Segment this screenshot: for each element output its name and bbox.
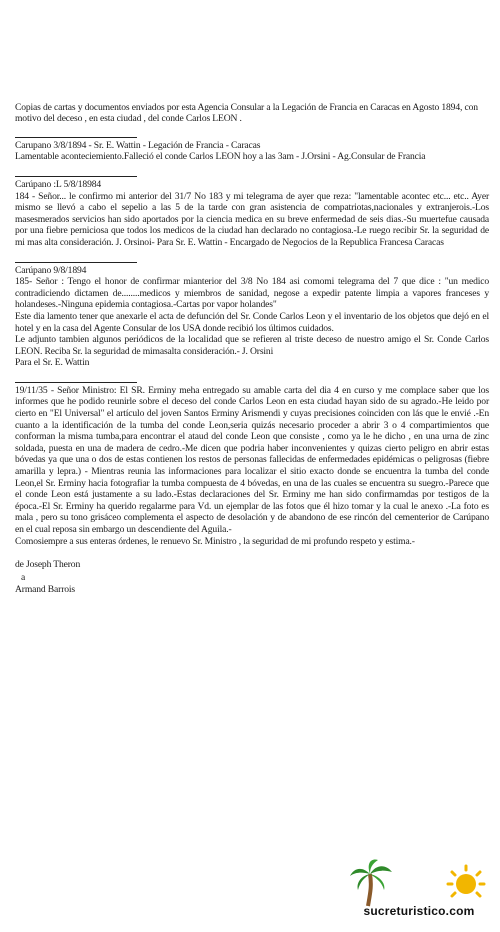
entry-line: Este dia lamento tener que anexarle el acta de defunción del Sr. Conde Carlos Leon y el inventario de los objetos que dejó en el hotel y en la casa del Agente Consular de los USA donde recibió los últimos cuidados.: [15, 310, 489, 334]
document-page: [15, 92, 489, 597]
entry-line: Lamentable aconteciemiento.Falleció el conde Carlos LEON hoy a las 3am - J.Orsini - Ag.Consular de Francia: [15, 151, 426, 163]
letter-closing: Comosiempre a sus enteras órdenes, le renuevo Sr. Ministro , la seguridad de mi profundo respeto y estima.-: [15, 535, 415, 547]
divider-line: [15, 382, 137, 383]
divider-line: [15, 176, 137, 177]
logo-text: sucreturistico.com: [363, 904, 475, 918]
signature-to: Armand Barrois: [15, 584, 75, 596]
entry-line: 185- Señor : Tengo el honor de confirmar mianterior del 3/8 No 184 asi comomi telegrama del 7 que dice : "un medico contradiciendo dictamen de........medicos y miembros de sanidad, negose a expedir patente limpia a vapores franceses y holandeses.-Ninguna epidemia contagiosa.-Cartas por vapor holandes": [15, 276, 489, 311]
entry-line: Le adjunto tambien algunos periódicos de la localidad que se refieren al triste deceso de nuestro amigo el Sr. Conde Carlos LEON. Reciba Sr. la seguridad de mimasalta consideración.- J. Orsini: [15, 334, 489, 357]
entry-line: 184 - Señor... le confirmo mi anterior del 31/7 No 183 y mi telegrama de ayer que reza: "lamentable acontec etc... etc.. Ayer mismo se llevó a cabo el sepelio a las 5 de la tarde con gran asistencia de compatriotas,nacionales y extranjerois.-Los masesmerados servicios han sido aportados por la ciencia medica en su breve enfermedad de seis dias.-Su muertefue causada por una fiebre perniciosa que todos los medicos de la ciudad han declarado no contagiosa.-Le ruego recibir Sr. la seguridad de mi mas alta consideración. J. Orsinoi- Para Sr. E. Wattin - Encargado de Negocios de la Republica Francesa Caracas: [15, 190, 489, 248]
entries: [15, 137, 489, 369]
entry-date: Carupano 3/8/1894: [15, 139, 87, 151]
palm-and-sun-icon: [348, 858, 494, 908]
site-logo: [348, 858, 494, 928]
intro-paragraph: Copias de cartas y documentos enviados por esta Agencia Consular a la Legación de Francia en Caracas en Agosto 1894, con motivo del deceso , en esta ciudad , del conde Carlos LEON .: [15, 101, 478, 125]
entry-date: Carúpano :L 5/8/18984: [15, 178, 102, 190]
letter: [15, 382, 489, 547]
entry-1: [15, 137, 489, 163]
entry-date: Carúpano 9/8/1894: [15, 264, 87, 276]
entry-3: [15, 262, 489, 369]
signature-connector: a: [21, 571, 26, 583]
entry-line: - Sr. E. Wattin - Legación de Francia - Caracas: [86, 139, 261, 151]
signature-from: de Joseph Theron: [15, 559, 81, 571]
signature-block: [15, 559, 489, 597]
letter-body: 19/11/35 - Señor Ministro: El SR. Erminy meha entregado su amable carta del dia 4 en curso y me complace saber que los informes que he podido reunirle sobre el deceso del conde Carlos Leon en esta ciudad hayan sido de su agrado.-He leido por cierto en "El Universal" el artículo del joven Santos Erminy Arismendi y cuyas precisiones coinciden con lás que le envié .-En cuanto a la identificación de la tumba del conde Leon,seria quizás necesario proceder a abrir 3 o 4 compartimientos que conforman la misma tumba,para encontrar el ataud del conde Leon que consiste , como ya le he dicho , en una urna de zinc soldada, puesta en una de madera de cedro.-Me dicen que podria haber inconvenientes y quizas cierto peligro en abrir estas bóvedas ya que una o dos de estas contienen los restos de personas fallecidas de enfermedades epidémicas o peligrosas (fiebre amarilla y lepra.) - Mientras reunia las informaciones para localizar el sitio exacto donde se encuentra la tumba del conde Leon,el Sr. Erminy hacia fotografiar la tumba compuesta de 4 bóvedas, en una de las cuales se encuentra su suegro.-Parece que el conde Leon está justamente a su lado.-Estas declaraciones del Sr. Erminy me han sido confirmamdas por testigos de la época.-El Sr. Erminy ha querido regalarme para Vd. un ejemplar de las fotos que él hizo tomar y la cual le anexo .-La foto es mala , pero su tono grisáceo complementa el aspecto de desolación y de abandono de ese rincón del cementerior de Carúpano en el cual reposa sin embargo un descendiente del Aguila.-: [15, 384, 489, 535]
entry-line: Para el Sr. E. Wattin: [15, 357, 90, 369]
entry-2: [15, 176, 489, 249]
divider-line: [15, 262, 137, 263]
divider-line: [15, 137, 137, 138]
